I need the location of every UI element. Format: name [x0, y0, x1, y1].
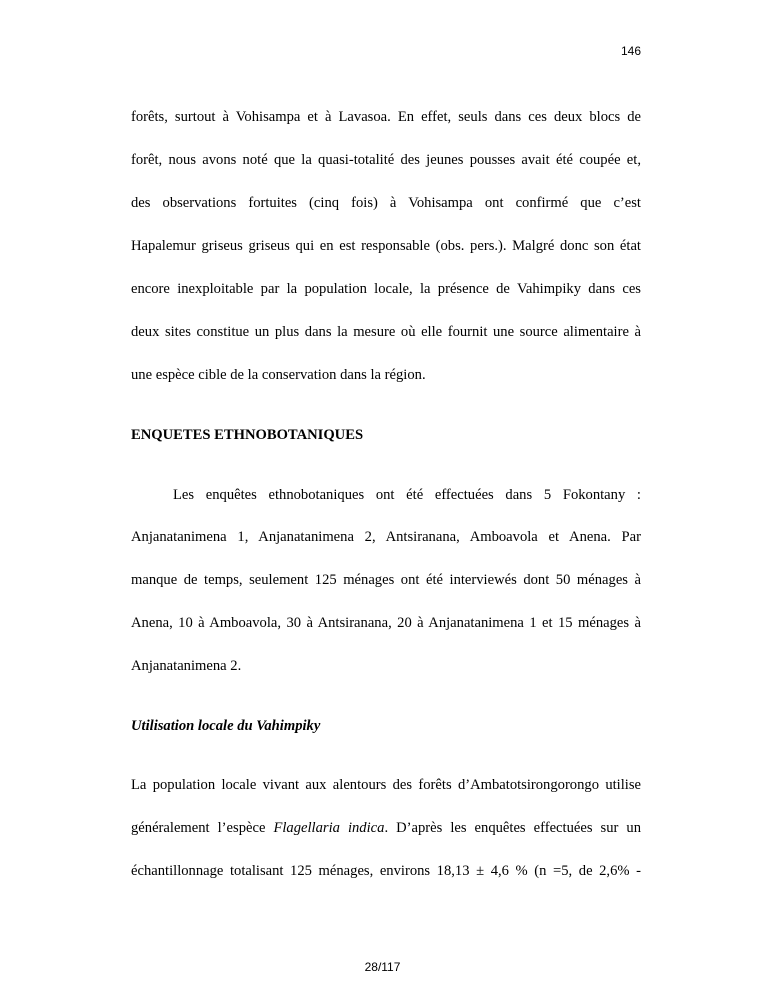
page-indicator: 28/117	[364, 960, 401, 974]
text-fragment: . D’après les enquêtes effectuées sur un	[384, 820, 641, 836]
text-line: Anena, 10 à Amboavola, 30 à Antsiranana, 20 à Anjanatanimena 1 et 15 ménages à	[131, 615, 641, 631]
text-line: forêt, nous avons noté que la quasi-totalité des jeunes pousses avait été coupée et,	[131, 152, 641, 168]
text-line	[131, 819, 641, 837]
text-line: forêts, surtout à Vohisampa et à Lavasoa. En effet, seuls dans ces deux blocs de	[131, 109, 641, 125]
text-line: deux sites constitue un plus dans la mesure où elle fournit une source alimentaire à	[131, 324, 641, 340]
species-name: Flagellaria indica	[273, 820, 385, 836]
text-line: encore inexploitable par la population locale, la présence de Vahimpiky dans ces	[131, 281, 641, 297]
text-line: échantillonnage totalisant 125 ménages, environs 18,13 ± 4,6 % (n =5, de 2,6% -	[131, 863, 641, 879]
text-line: manque de temps, seulement 125 ménages ont été interviewés dont 50 ménages à	[131, 572, 641, 588]
text-line: une espèce cible de la conservation dans la région.	[131, 367, 426, 383]
subsection-heading: Utilisation locale du Vahimpiky	[131, 718, 321, 734]
text-fragment: généralement l’espèce	[131, 820, 274, 836]
section-heading: ENQUETES ETHNOBOTANIQUES	[131, 427, 364, 443]
page-number: 146	[620, 44, 641, 58]
text-line: La population locale vivant aux alentours des forêts d’Ambatotsirongorongo utilise	[131, 777, 641, 793]
text-line: Hapalemur griseus griseus qui en est responsable (obs. pers.). Malgré donc son état	[131, 238, 641, 254]
text-line: Anjanatanimena 2.	[131, 658, 242, 674]
text-line: Les enquêtes ethnobotaniques ont été effectuées dans 5 Fokontany :	[173, 487, 641, 503]
text-line: Anjanatanimena 1, Anjanatanimena 2, Antsiranana, Amboavola et Anena. Par	[131, 529, 641, 545]
text-line: des observations fortuites (cinq fois) à Vohisampa ont confirmé que c’est	[131, 195, 641, 211]
